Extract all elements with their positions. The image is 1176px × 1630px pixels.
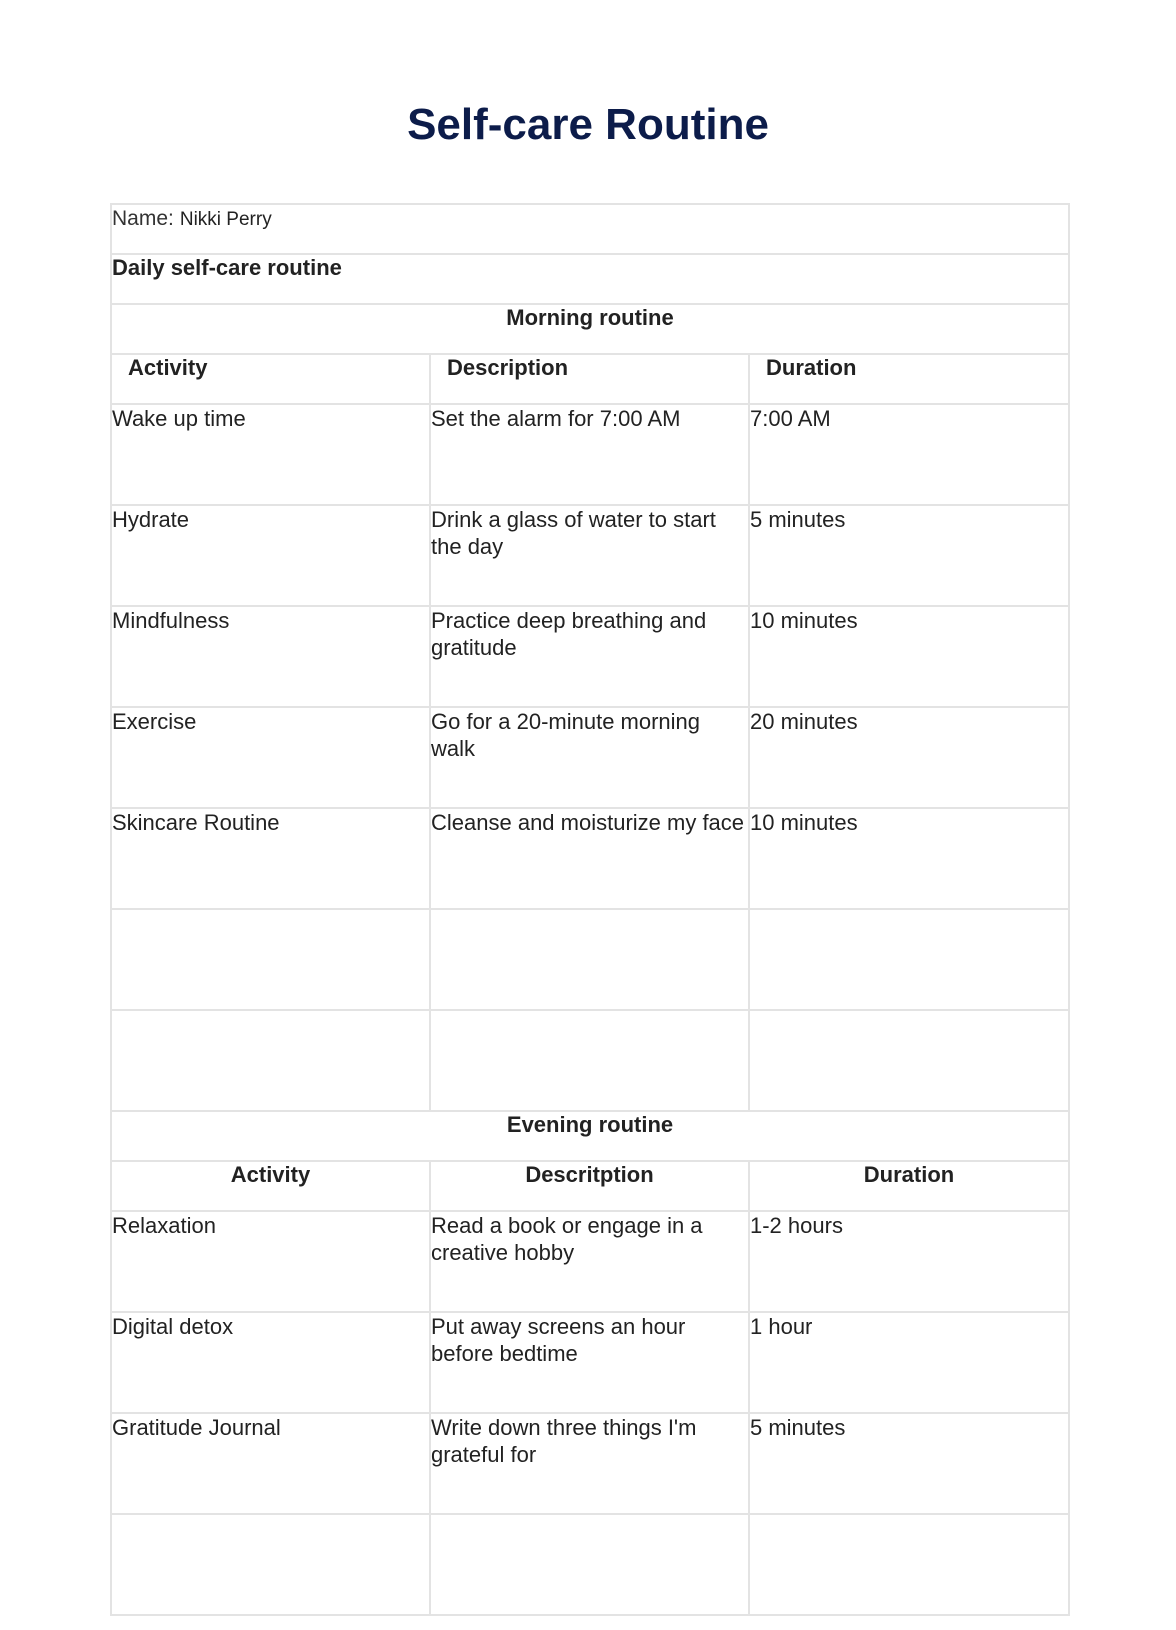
name-label: Name: <box>112 207 174 230</box>
description-cell[interactable]: Go for a 20-minute morning walk <box>430 707 749 808</box>
duration-cell[interactable]: 7:00 AM <box>749 404 1069 505</box>
activity-cell[interactable]: Hydrate <box>111 505 430 606</box>
table-row <box>111 1413 1069 1514</box>
duration-cell[interactable]: 1 hour <box>749 1312 1069 1413</box>
activity-cell[interactable] <box>111 1010 430 1111</box>
activity-cell[interactable]: Wake up time <box>111 404 430 505</box>
table-row <box>111 808 1069 909</box>
daily-routine-label: Daily self-care routine <box>111 254 1069 304</box>
description-cell[interactable]: Read a book or engage in a creative hobby <box>430 1211 749 1312</box>
table-row-empty <box>111 909 1069 1010</box>
morning-section-row <box>111 304 1069 354</box>
morning-header-duration: Duration <box>749 354 1069 404</box>
duration-cell[interactable] <box>749 1514 1069 1615</box>
duration-cell[interactable]: 10 minutes <box>749 606 1069 707</box>
table-row <box>111 505 1069 606</box>
morning-routine-heading: Morning routine <box>111 304 1069 354</box>
description-cell[interactable]: Write down three things I'm grateful for <box>430 1413 749 1514</box>
table-row <box>111 404 1069 505</box>
name-row <box>111 204 1069 254</box>
description-cell[interactable] <box>430 1514 749 1615</box>
table-row-empty <box>111 1514 1069 1615</box>
table-row <box>111 606 1069 707</box>
name-value: Nikki Perry <box>179 209 272 230</box>
self-care-form <box>110 203 1070 1616</box>
evening-section-row <box>111 1111 1069 1161</box>
duration-cell[interactable]: 5 minutes <box>749 1413 1069 1514</box>
evening-header-activity: Activity <box>111 1161 430 1211</box>
table-row <box>111 707 1069 808</box>
table-row <box>111 1211 1069 1312</box>
activity-cell[interactable]: Skincare Routine <box>111 808 430 909</box>
activity-cell[interactable]: Gratitude Journal <box>111 1413 430 1514</box>
description-cell[interactable] <box>430 909 749 1010</box>
activity-cell[interactable]: Exercise <box>111 707 430 808</box>
evening-header-row <box>111 1161 1069 1211</box>
duration-cell[interactable]: 10 minutes <box>749 808 1069 909</box>
description-cell[interactable]: Cleanse and moisturize my face <box>430 808 749 909</box>
name-field[interactable] <box>111 204 1069 254</box>
activity-cell[interactable] <box>111 1514 430 1615</box>
description-cell[interactable] <box>430 1010 749 1111</box>
description-cell[interactable]: Practice deep breathing and gratitude <box>430 606 749 707</box>
duration-cell[interactable] <box>749 909 1069 1010</box>
table-row <box>111 1312 1069 1413</box>
duration-cell[interactable]: 1-2 hours <box>749 1211 1069 1312</box>
duration-cell[interactable]: 20 minutes <box>749 707 1069 808</box>
duration-cell[interactable]: 5 minutes <box>749 505 1069 606</box>
description-cell[interactable]: Drink a glass of water to start the day <box>430 505 749 606</box>
activity-cell[interactable]: Relaxation <box>111 1211 430 1312</box>
activity-cell[interactable]: Digital detox <box>111 1312 430 1413</box>
evening-header-description: Descritption <box>430 1161 749 1211</box>
evening-routine-heading: Evening routine <box>111 1111 1069 1161</box>
activity-cell[interactable]: Mindfulness <box>111 606 430 707</box>
daily-routine-row <box>111 254 1069 304</box>
activity-cell[interactable] <box>111 909 430 1010</box>
morning-header-row <box>111 354 1069 404</box>
morning-header-description: Description <box>430 354 749 404</box>
description-cell[interactable]: Put away screens an hour before bedtime <box>430 1312 749 1413</box>
duration-cell[interactable] <box>749 1010 1069 1111</box>
table-row-empty <box>111 1010 1069 1111</box>
page-title: Self-care Routine <box>407 100 769 149</box>
description-cell[interactable]: Set the alarm for 7:00 AM <box>430 404 749 505</box>
morning-header-activity: Activity <box>111 354 430 404</box>
evening-header-duration: Duration <box>749 1161 1069 1211</box>
